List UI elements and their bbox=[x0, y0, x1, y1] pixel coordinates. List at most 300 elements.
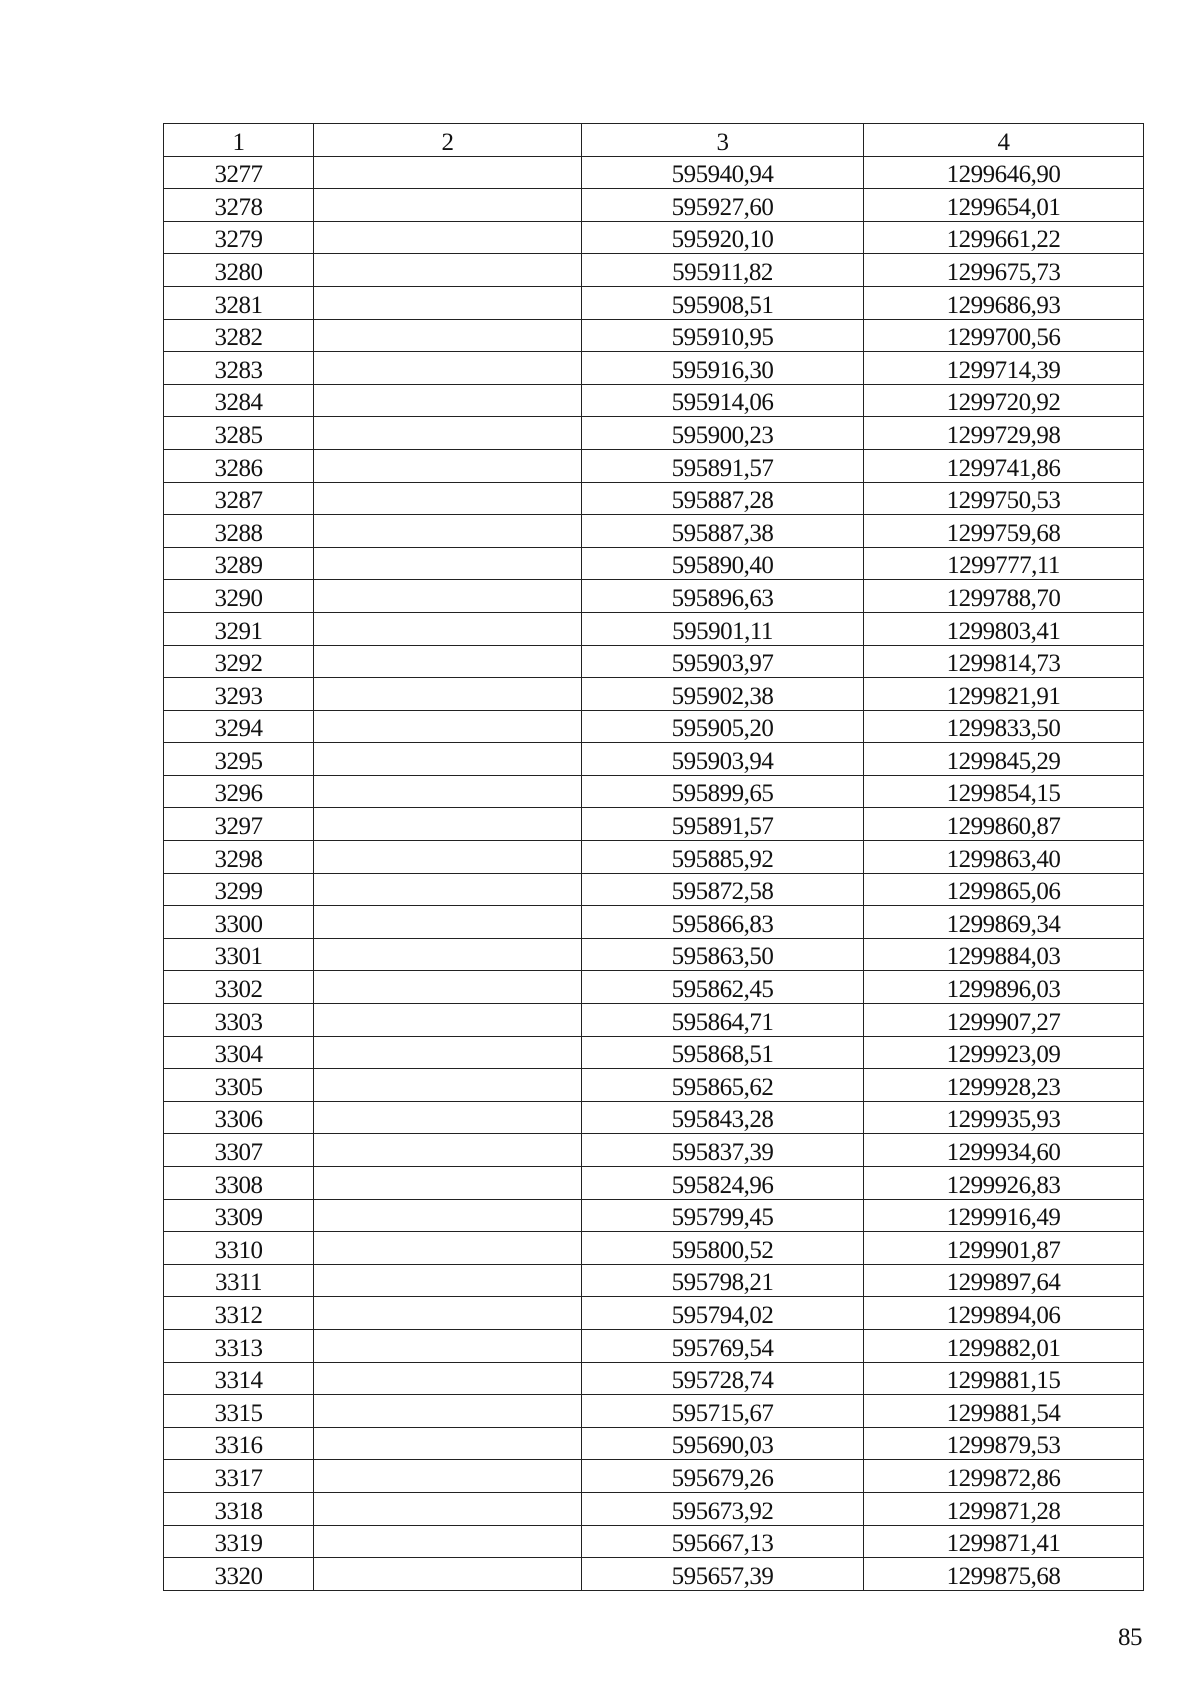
description-cell bbox=[314, 319, 582, 352]
x-coordinate-cell bbox=[582, 286, 864, 319]
x-coordinate-cell bbox=[582, 808, 864, 841]
x-coordinate-cell-text: 595940,94 bbox=[671, 161, 774, 189]
table-row bbox=[164, 971, 1144, 1004]
point-number-cell-text: 3283 bbox=[214, 356, 263, 384]
point-number-cell-text: 3320 bbox=[214, 1562, 263, 1590]
point-number-cell-text: 3309 bbox=[214, 1204, 263, 1232]
x-coordinate-cell bbox=[582, 384, 864, 417]
x-coordinate-cell-text: 595843,28 bbox=[671, 1106, 774, 1134]
table-row bbox=[164, 1329, 1144, 1362]
x-coordinate-cell-text: 595908,51 bbox=[671, 291, 774, 319]
description-cell bbox=[314, 417, 582, 450]
description-cell bbox=[314, 873, 582, 906]
table-row bbox=[164, 612, 1144, 645]
point-number-cell bbox=[164, 1395, 314, 1428]
point-number-cell bbox=[164, 1362, 314, 1395]
x-coordinate-cell bbox=[582, 580, 864, 613]
table-row bbox=[164, 710, 1144, 743]
y-coordinate-cell-text: 1299881,15 bbox=[946, 1367, 1061, 1395]
y-coordinate-cell bbox=[864, 384, 1144, 417]
y-coordinate-cell bbox=[864, 1362, 1144, 1395]
y-coordinate-cell-text: 1299865,06 bbox=[946, 878, 1061, 906]
y-coordinate-cell-text: 1299661,22 bbox=[946, 226, 1061, 254]
point-number-cell bbox=[164, 1004, 314, 1037]
table-row bbox=[164, 221, 1144, 254]
point-number-cell-text: 3288 bbox=[214, 519, 263, 547]
table-row bbox=[164, 1264, 1144, 1297]
x-coordinate-cell bbox=[582, 1395, 864, 1428]
y-coordinate-cell-text: 1299863,40 bbox=[946, 845, 1061, 873]
x-coordinate-cell-text: 595905,20 bbox=[671, 715, 774, 743]
table-row bbox=[164, 775, 1144, 808]
point-number-cell bbox=[164, 189, 314, 222]
y-coordinate-cell-text: 1299860,87 bbox=[946, 813, 1061, 841]
y-coordinate-cell bbox=[864, 710, 1144, 743]
x-coordinate-cell bbox=[582, 254, 864, 287]
x-coordinate-cell-text: 595916,30 bbox=[671, 356, 774, 384]
y-coordinate-cell-text: 1299741,86 bbox=[946, 454, 1061, 482]
column-header-1 bbox=[164, 124, 314, 157]
point-number-cell-text: 3294 bbox=[214, 715, 263, 743]
column-header-2-label: 2 bbox=[441, 128, 454, 156]
x-coordinate-cell-text: 595891,57 bbox=[671, 454, 774, 482]
point-number-cell bbox=[164, 221, 314, 254]
x-coordinate-cell bbox=[582, 1558, 864, 1591]
description-cell bbox=[314, 1558, 582, 1591]
description-cell bbox=[314, 254, 582, 287]
table-row bbox=[164, 384, 1144, 417]
x-coordinate-cell-text: 595903,94 bbox=[671, 747, 774, 775]
description-cell bbox=[314, 906, 582, 939]
point-number-cell-text: 3282 bbox=[214, 324, 263, 352]
description-cell bbox=[314, 1134, 582, 1167]
y-coordinate-cell-text: 1299882,01 bbox=[946, 1334, 1061, 1362]
point-number-cell bbox=[164, 971, 314, 1004]
x-coordinate-cell-text: 595902,38 bbox=[671, 682, 774, 710]
x-coordinate-cell-text: 595866,83 bbox=[671, 910, 774, 938]
x-coordinate-cell-text: 595901,11 bbox=[672, 617, 773, 645]
x-coordinate-cell bbox=[582, 1525, 864, 1558]
table-row bbox=[164, 1069, 1144, 1102]
y-coordinate-cell bbox=[864, 1101, 1144, 1134]
point-number-cell bbox=[164, 710, 314, 743]
point-number-cell-text: 3278 bbox=[214, 193, 263, 221]
description-cell bbox=[314, 156, 582, 189]
y-coordinate-cell bbox=[864, 645, 1144, 678]
x-coordinate-cell-text: 595673,92 bbox=[671, 1497, 774, 1525]
y-coordinate-cell bbox=[864, 319, 1144, 352]
description-cell bbox=[314, 1525, 582, 1558]
point-number-cell-text: 3311 bbox=[214, 1269, 263, 1297]
point-number-cell-text: 3289 bbox=[214, 552, 263, 580]
description-cell bbox=[314, 482, 582, 515]
point-number-cell-text: 3312 bbox=[214, 1301, 263, 1329]
point-number-cell-text: 3306 bbox=[214, 1106, 263, 1134]
y-coordinate-cell-text: 1299894,06 bbox=[946, 1301, 1061, 1329]
point-number-cell bbox=[164, 645, 314, 678]
y-coordinate-cell bbox=[864, 808, 1144, 841]
description-cell bbox=[314, 938, 582, 971]
point-number-cell-text: 3285 bbox=[214, 421, 263, 449]
point-number-cell bbox=[164, 352, 314, 385]
x-coordinate-cell-text: 595868,51 bbox=[671, 1041, 774, 1069]
point-number-cell bbox=[164, 938, 314, 971]
table-row bbox=[164, 743, 1144, 776]
y-coordinate-cell-text: 1299729,98 bbox=[946, 421, 1061, 449]
y-coordinate-cell-text: 1299814,73 bbox=[946, 650, 1061, 678]
table-body bbox=[164, 124, 1144, 1591]
y-coordinate-cell bbox=[864, 1460, 1144, 1493]
description-cell bbox=[314, 580, 582, 613]
point-number-cell-text: 3291 bbox=[214, 617, 263, 645]
y-coordinate-cell bbox=[864, 156, 1144, 189]
x-coordinate-cell bbox=[582, 1492, 864, 1525]
y-coordinate-cell bbox=[864, 1558, 1144, 1591]
y-coordinate-cell bbox=[864, 1297, 1144, 1330]
x-coordinate-cell bbox=[582, 1329, 864, 1362]
y-coordinate-cell-text: 1299869,34 bbox=[946, 910, 1061, 938]
point-number-cell-text: 3313 bbox=[214, 1334, 263, 1362]
y-coordinate-cell bbox=[864, 417, 1144, 450]
x-coordinate-cell-text: 595715,67 bbox=[671, 1399, 774, 1427]
y-coordinate-cell bbox=[864, 938, 1144, 971]
x-coordinate-cell-text: 595769,54 bbox=[671, 1334, 774, 1362]
x-coordinate-cell bbox=[582, 156, 864, 189]
y-coordinate-cell-text: 1299700,56 bbox=[946, 324, 1061, 352]
y-coordinate-cell bbox=[864, 841, 1144, 874]
y-coordinate-cell bbox=[864, 873, 1144, 906]
x-coordinate-cell-text: 595899,65 bbox=[671, 780, 774, 808]
description-cell bbox=[314, 384, 582, 417]
table-row bbox=[164, 938, 1144, 971]
table-row bbox=[164, 1362, 1144, 1395]
y-coordinate-cell bbox=[864, 1492, 1144, 1525]
point-number-cell bbox=[164, 156, 314, 189]
description-cell bbox=[314, 1492, 582, 1525]
table-row bbox=[164, 189, 1144, 222]
x-coordinate-cell bbox=[582, 1362, 864, 1395]
y-coordinate-cell bbox=[864, 547, 1144, 580]
table-header-row bbox=[164, 124, 1144, 157]
description-cell bbox=[314, 1460, 582, 1493]
column-header-4 bbox=[864, 124, 1144, 157]
point-number-cell-text: 3293 bbox=[214, 682, 263, 710]
x-coordinate-cell bbox=[582, 189, 864, 222]
y-coordinate-cell-text: 1299675,73 bbox=[946, 258, 1061, 286]
table-row bbox=[164, 1492, 1144, 1525]
x-coordinate-cell-text: 595667,13 bbox=[671, 1530, 774, 1558]
x-coordinate-cell-text: 595865,62 bbox=[671, 1073, 774, 1101]
y-coordinate-cell-text: 1299896,03 bbox=[946, 976, 1061, 1004]
table-row bbox=[164, 482, 1144, 515]
point-number-cell-text: 3298 bbox=[214, 845, 263, 873]
y-coordinate-cell bbox=[864, 1427, 1144, 1460]
y-coordinate-cell bbox=[864, 482, 1144, 515]
description-cell bbox=[314, 808, 582, 841]
description-cell bbox=[314, 189, 582, 222]
y-coordinate-cell bbox=[864, 1264, 1144, 1297]
table-row bbox=[164, 319, 1144, 352]
y-coordinate-cell-text: 1299879,53 bbox=[946, 1432, 1061, 1460]
x-coordinate-cell-text: 595728,74 bbox=[671, 1367, 774, 1395]
point-number-cell-text: 3316 bbox=[214, 1432, 263, 1460]
description-cell bbox=[314, 710, 582, 743]
y-coordinate-cell-text: 1299833,50 bbox=[946, 715, 1061, 743]
description-cell bbox=[314, 971, 582, 1004]
y-coordinate-cell-text: 1299875,68 bbox=[946, 1562, 1061, 1590]
x-coordinate-cell bbox=[582, 1460, 864, 1493]
column-header-4-label: 4 bbox=[997, 128, 1010, 156]
y-coordinate-cell bbox=[864, 1232, 1144, 1265]
y-coordinate-cell bbox=[864, 743, 1144, 776]
description-cell bbox=[314, 1199, 582, 1232]
x-coordinate-cell-text: 595798,21 bbox=[671, 1269, 774, 1297]
y-coordinate-cell-text: 1299872,86 bbox=[946, 1464, 1061, 1492]
description-cell bbox=[314, 775, 582, 808]
point-number-cell-text: 3303 bbox=[214, 1008, 263, 1036]
x-coordinate-cell bbox=[582, 319, 864, 352]
point-number-cell-text: 3297 bbox=[214, 813, 263, 841]
table-row bbox=[164, 645, 1144, 678]
point-number-cell bbox=[164, 743, 314, 776]
y-coordinate-cell-text: 1299821,91 bbox=[946, 682, 1061, 710]
x-coordinate-cell-text: 595903,97 bbox=[671, 650, 774, 678]
description-cell bbox=[314, 1362, 582, 1395]
x-coordinate-cell-text: 595872,58 bbox=[671, 878, 774, 906]
table-row bbox=[164, 1167, 1144, 1200]
y-coordinate-cell-text: 1299926,83 bbox=[946, 1171, 1061, 1199]
point-number-cell-text: 3308 bbox=[214, 1171, 263, 1199]
table-row bbox=[164, 1395, 1144, 1428]
table-row bbox=[164, 286, 1144, 319]
x-coordinate-cell-text: 595799,45 bbox=[671, 1204, 774, 1232]
column-header-1-label: 1 bbox=[232, 128, 245, 156]
description-cell bbox=[314, 1395, 582, 1428]
x-coordinate-cell bbox=[582, 1297, 864, 1330]
x-coordinate-cell-text: 595824,96 bbox=[671, 1171, 774, 1199]
description-cell bbox=[314, 547, 582, 580]
description-cell bbox=[314, 1036, 582, 1069]
table-row bbox=[164, 515, 1144, 548]
point-number-cell bbox=[164, 515, 314, 548]
point-number-cell bbox=[164, 775, 314, 808]
x-coordinate-cell-text: 595864,71 bbox=[671, 1008, 774, 1036]
y-coordinate-cell bbox=[864, 1069, 1144, 1102]
y-coordinate-cell-text: 1299871,41 bbox=[946, 1530, 1061, 1558]
table-row bbox=[164, 1525, 1144, 1558]
y-coordinate-cell-text: 1299923,09 bbox=[946, 1041, 1061, 1069]
point-number-cell-text: 3286 bbox=[214, 454, 263, 482]
table-row bbox=[164, 1101, 1144, 1134]
x-coordinate-cell-text: 595914,06 bbox=[671, 389, 774, 417]
point-number-cell-text: 3300 bbox=[214, 910, 263, 938]
y-coordinate-cell-text: 1299759,68 bbox=[946, 519, 1061, 547]
y-coordinate-cell bbox=[864, 189, 1144, 222]
x-coordinate-cell bbox=[582, 1101, 864, 1134]
x-coordinate-cell bbox=[582, 547, 864, 580]
table-row bbox=[164, 1460, 1144, 1493]
point-number-cell bbox=[164, 1427, 314, 1460]
point-number-cell-text: 3317 bbox=[214, 1464, 263, 1492]
point-number-cell-text: 3277 bbox=[214, 161, 263, 189]
point-number-cell-text: 3292 bbox=[214, 650, 263, 678]
x-coordinate-cell bbox=[582, 1069, 864, 1102]
x-coordinate-cell-text: 595800,52 bbox=[671, 1236, 774, 1264]
point-number-cell-text: 3296 bbox=[214, 780, 263, 808]
y-coordinate-cell bbox=[864, 1395, 1144, 1428]
y-coordinate-cell bbox=[864, 580, 1144, 613]
x-coordinate-cell bbox=[582, 515, 864, 548]
point-number-cell bbox=[164, 1264, 314, 1297]
point-number-cell-text: 3315 bbox=[214, 1399, 263, 1427]
x-coordinate-cell-text: 595900,23 bbox=[671, 421, 774, 449]
x-coordinate-cell-text: 595890,40 bbox=[671, 552, 774, 580]
point-number-cell bbox=[164, 841, 314, 874]
y-coordinate-cell-text: 1299884,03 bbox=[946, 943, 1061, 971]
table-row bbox=[164, 1134, 1144, 1167]
point-number-cell-text: 3287 bbox=[214, 487, 263, 515]
y-coordinate-cell-text: 1299788,70 bbox=[946, 584, 1061, 612]
x-coordinate-cell bbox=[582, 1134, 864, 1167]
y-coordinate-cell-text: 1299934,60 bbox=[946, 1139, 1061, 1166]
x-coordinate-cell bbox=[582, 1167, 864, 1200]
point-number-cell bbox=[164, 482, 314, 515]
y-coordinate-cell bbox=[864, 1199, 1144, 1232]
x-coordinate-cell bbox=[582, 1036, 864, 1069]
y-coordinate-cell-text: 1299777,11 bbox=[947, 552, 1060, 580]
point-number-cell bbox=[164, 286, 314, 319]
x-coordinate-cell bbox=[582, 1004, 864, 1037]
point-number-cell bbox=[164, 1069, 314, 1102]
point-number-cell-text: 3299 bbox=[214, 878, 263, 906]
y-coordinate-cell-text: 1299907,27 bbox=[946, 1008, 1061, 1036]
point-number-cell-text: 3319 bbox=[214, 1530, 263, 1558]
y-coordinate-cell-text: 1299714,39 bbox=[946, 356, 1061, 384]
point-number-cell-text: 3295 bbox=[214, 747, 263, 775]
x-coordinate-cell-text: 595837,39 bbox=[671, 1139, 774, 1166]
y-coordinate-cell-text: 1299686,93 bbox=[946, 291, 1061, 319]
description-cell bbox=[314, 678, 582, 711]
x-coordinate-cell bbox=[582, 678, 864, 711]
point-number-cell-text: 3280 bbox=[214, 258, 263, 286]
table-row bbox=[164, 1036, 1144, 1069]
x-coordinate-cell bbox=[582, 482, 864, 515]
point-number-cell bbox=[164, 1134, 314, 1167]
description-cell bbox=[314, 1232, 582, 1265]
x-coordinate-cell bbox=[582, 841, 864, 874]
point-number-cell bbox=[164, 1199, 314, 1232]
description-cell bbox=[314, 645, 582, 678]
y-coordinate-cell-text: 1299928,23 bbox=[946, 1073, 1061, 1101]
point-number-cell-text: 3307 bbox=[214, 1139, 263, 1166]
y-coordinate-cell bbox=[864, 775, 1144, 808]
point-number-cell bbox=[164, 449, 314, 482]
point-number-cell bbox=[164, 1329, 314, 1362]
x-coordinate-cell-text: 595896,63 bbox=[671, 584, 774, 612]
description-cell bbox=[314, 612, 582, 645]
y-coordinate-cell-text: 1299654,01 bbox=[946, 193, 1061, 221]
column-header-3-label: 3 bbox=[716, 128, 729, 156]
description-cell bbox=[314, 1329, 582, 1362]
x-coordinate-cell bbox=[582, 1427, 864, 1460]
point-number-cell-text: 3314 bbox=[214, 1367, 263, 1395]
table-row bbox=[164, 841, 1144, 874]
x-coordinate-cell-text: 595885,92 bbox=[671, 845, 774, 873]
point-number-cell bbox=[164, 1297, 314, 1330]
point-number-cell-text: 3305 bbox=[214, 1073, 263, 1101]
x-coordinate-cell bbox=[582, 938, 864, 971]
y-coordinate-cell bbox=[864, 1167, 1144, 1200]
description-cell bbox=[314, 1297, 582, 1330]
point-number-cell bbox=[164, 678, 314, 711]
x-coordinate-cell-text: 595887,28 bbox=[671, 487, 774, 515]
x-coordinate-cell bbox=[582, 1232, 864, 1265]
y-coordinate-cell bbox=[864, 221, 1144, 254]
y-coordinate-cell bbox=[864, 1329, 1144, 1362]
point-number-cell-text: 3318 bbox=[214, 1497, 263, 1525]
x-coordinate-cell bbox=[582, 971, 864, 1004]
point-number-cell bbox=[164, 384, 314, 417]
y-coordinate-cell bbox=[864, 449, 1144, 482]
y-coordinate-cell bbox=[864, 971, 1144, 1004]
y-coordinate-cell-text: 1299916,49 bbox=[946, 1204, 1061, 1232]
y-coordinate-cell bbox=[864, 1134, 1144, 1167]
description-cell bbox=[314, 221, 582, 254]
y-coordinate-cell bbox=[864, 515, 1144, 548]
table-row bbox=[164, 254, 1144, 287]
y-coordinate-cell bbox=[864, 1525, 1144, 1558]
y-coordinate-cell-text: 1299871,28 bbox=[946, 1497, 1061, 1525]
y-coordinate-cell-text: 1299897,64 bbox=[946, 1269, 1061, 1297]
table-row bbox=[164, 1232, 1144, 1265]
point-number-cell bbox=[164, 906, 314, 939]
x-coordinate-cell-text: 595657,39 bbox=[671, 1562, 774, 1590]
point-number-cell-text: 3279 bbox=[214, 226, 263, 254]
point-number-cell bbox=[164, 547, 314, 580]
point-number-cell bbox=[164, 1525, 314, 1558]
point-number-cell bbox=[164, 1492, 314, 1525]
point-number-cell bbox=[164, 1036, 314, 1069]
y-coordinate-cell-text: 1299845,29 bbox=[946, 747, 1061, 775]
x-coordinate-cell-text: 595690,03 bbox=[671, 1432, 774, 1460]
y-coordinate-cell-text: 1299720,92 bbox=[946, 389, 1061, 417]
x-coordinate-cell bbox=[582, 1199, 864, 1232]
point-number-cell bbox=[164, 873, 314, 906]
point-number-cell-text: 3304 bbox=[214, 1041, 263, 1069]
page-number: 85 bbox=[1118, 1624, 1142, 1651]
y-coordinate-cell bbox=[864, 352, 1144, 385]
x-coordinate-cell bbox=[582, 449, 864, 482]
table-row bbox=[164, 678, 1144, 711]
y-coordinate-cell-text: 1299646,90 bbox=[946, 161, 1061, 189]
point-number-cell bbox=[164, 1460, 314, 1493]
y-coordinate-cell bbox=[864, 612, 1144, 645]
x-coordinate-cell bbox=[582, 417, 864, 450]
y-coordinate-cell bbox=[864, 286, 1144, 319]
column-header-2 bbox=[314, 124, 582, 157]
point-number-cell bbox=[164, 612, 314, 645]
x-coordinate-cell-text: 595910,95 bbox=[671, 324, 774, 352]
point-number-cell-text: 3302 bbox=[214, 976, 263, 1004]
x-coordinate-cell-text: 595679,26 bbox=[671, 1464, 774, 1492]
table-row bbox=[164, 873, 1144, 906]
point-number-cell-text: 3310 bbox=[214, 1236, 263, 1264]
point-number-cell bbox=[164, 1558, 314, 1591]
y-coordinate-cell bbox=[864, 1004, 1144, 1037]
table-row bbox=[164, 580, 1144, 613]
x-coordinate-cell bbox=[582, 775, 864, 808]
description-cell bbox=[314, 449, 582, 482]
